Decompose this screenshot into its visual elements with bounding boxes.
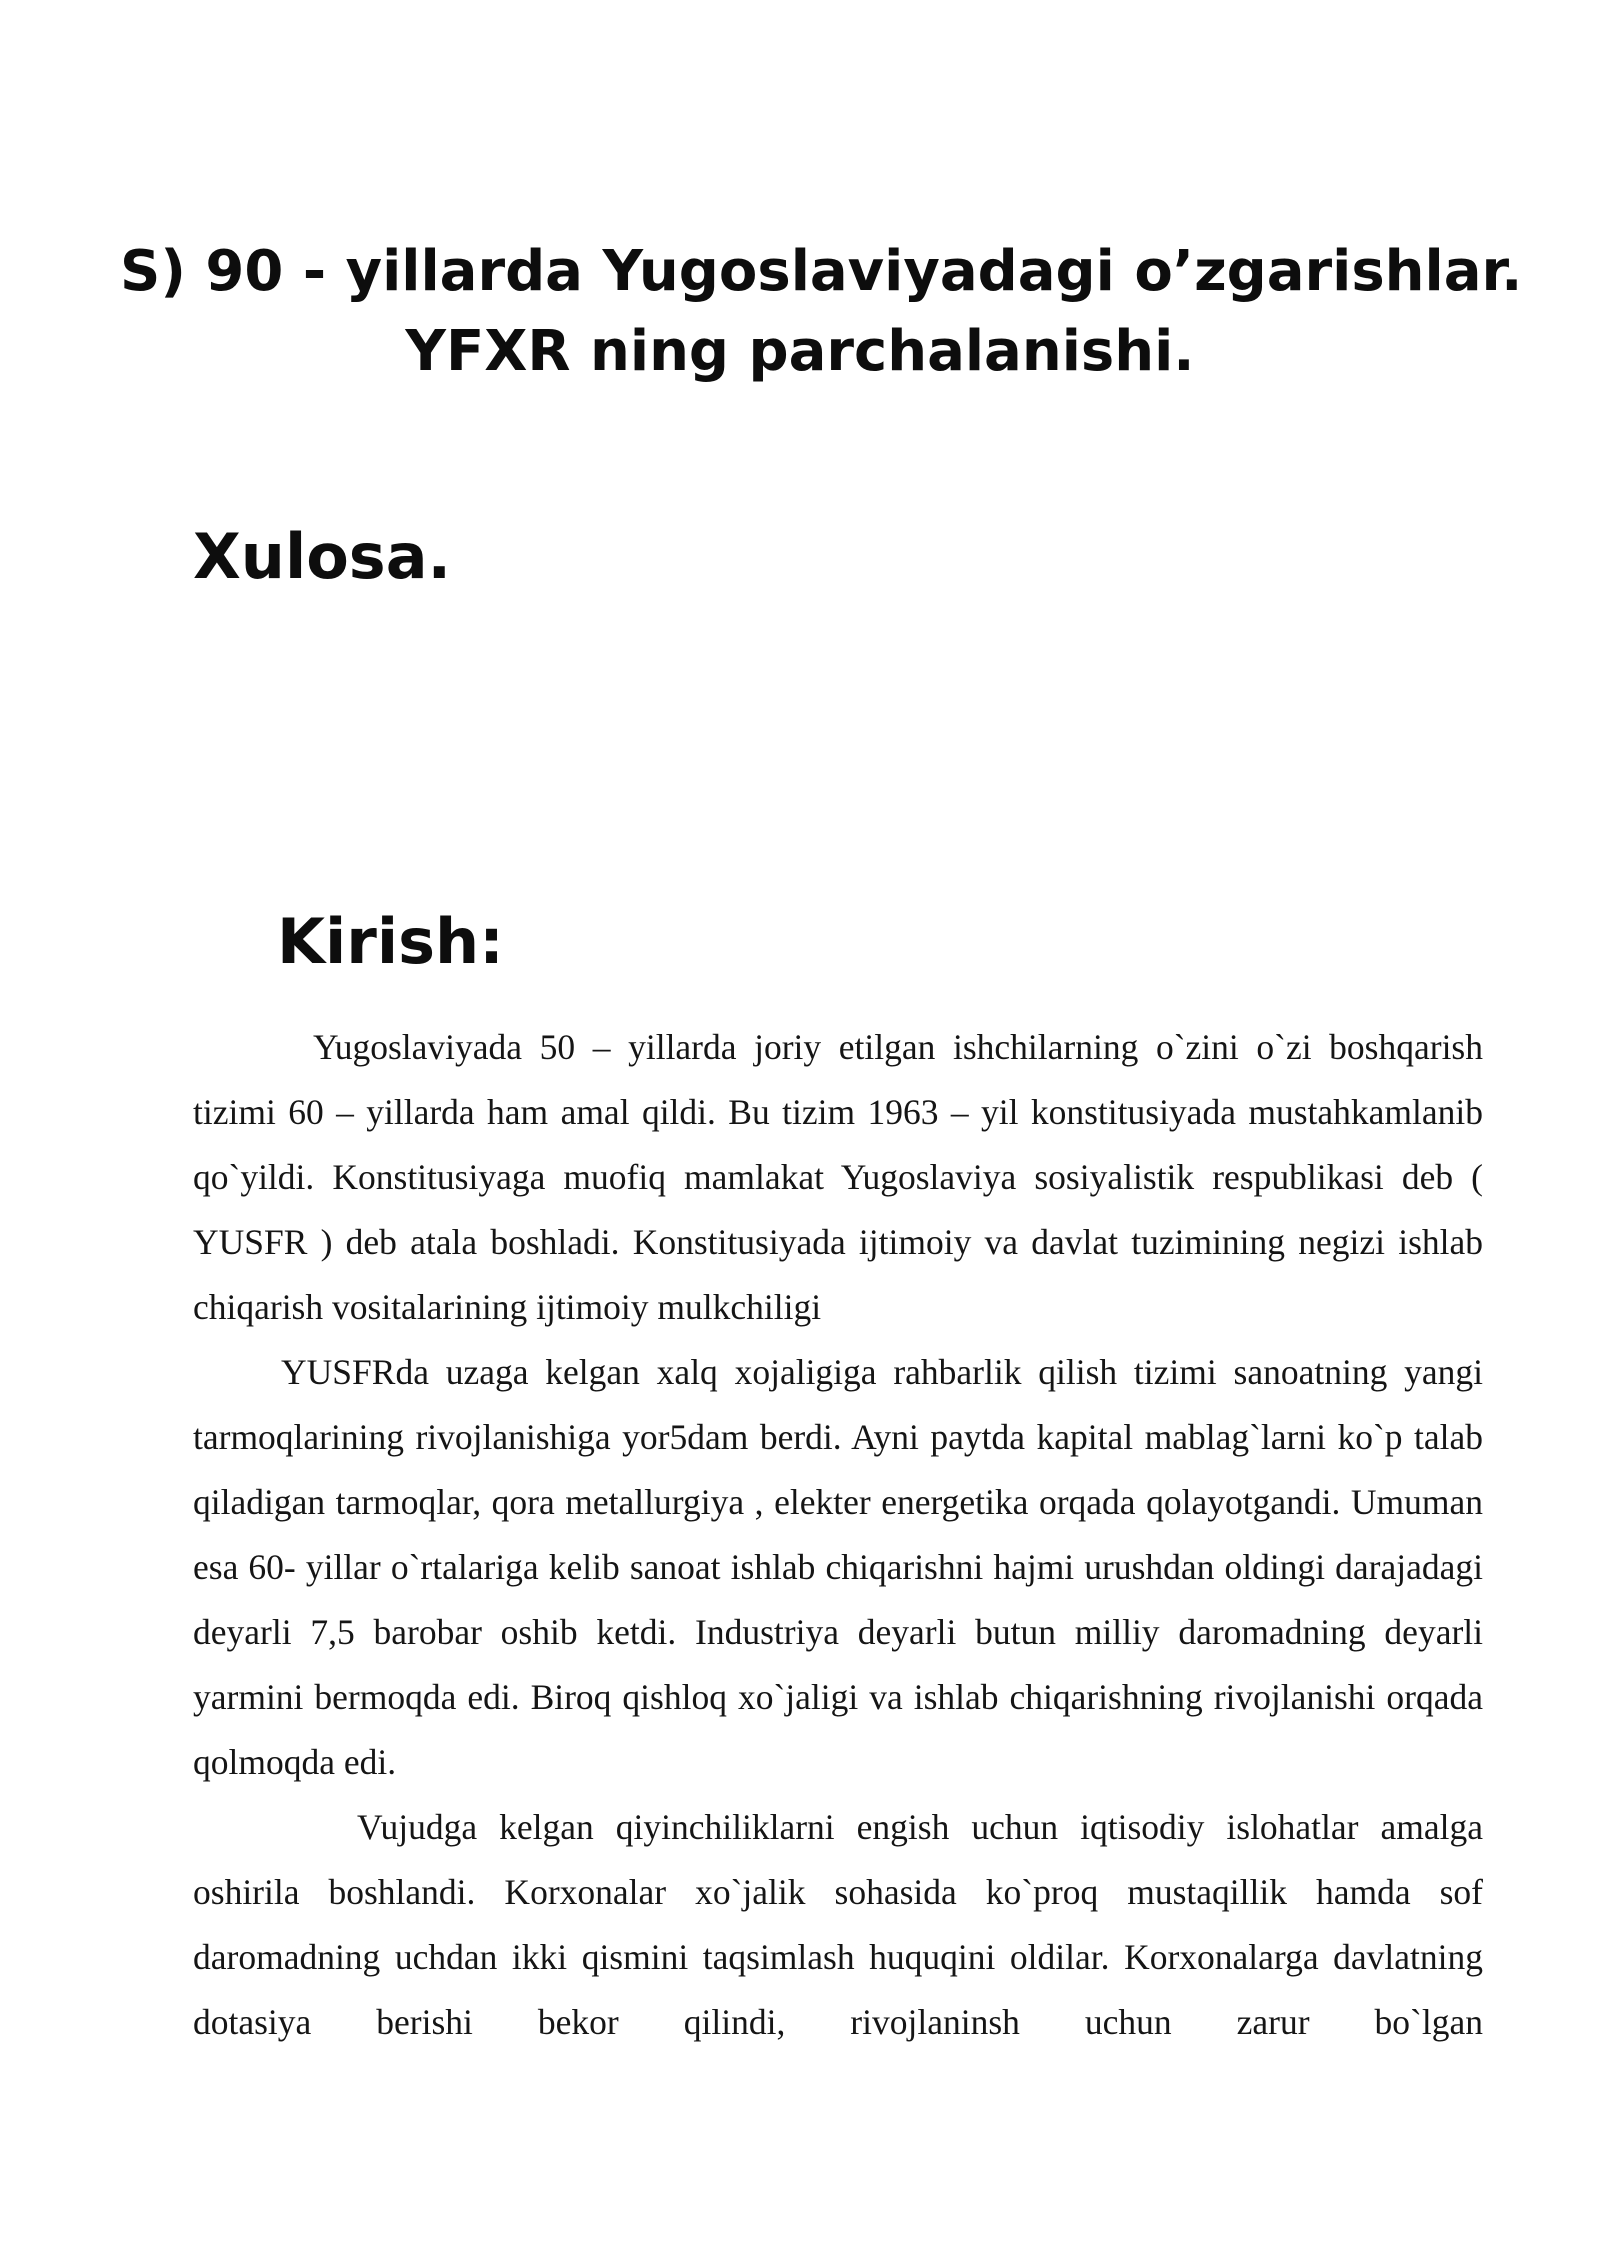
introduction-heading: Kirish: (277, 905, 504, 978)
conclusion-heading: Xulosa. (193, 520, 452, 593)
title-line-1: S) 90 - yillarda Yugoslaviyadagi o’zgarishlar. (120, 239, 1523, 304)
document-title (120, 232, 1523, 392)
title-line-2: YFXR ning parchalanishi. (405, 319, 1195, 384)
paragraph-1: Yugoslaviyada 50 – yillarda joriy etilgan ishchilarning o`zini o`zi boshqarish tizimi 60 – yillarda ham amal qildi. Bu tizim 1963 – yil konstitusiyada mustahkamlanib qo`yildi. Konstitusiyaga muofiq mamlakat Yugoslaviya sosiyalistik respublikasi deb ( YUSFR ) deb atala boshladi. Konstitusiyada ijtimoiy va davlat tuzimining negizi ishlab chiqarish vositalarining ijtimoiy mulkchiligi (193, 1027, 1483, 1327)
paragraph-3: Vujudga kelgan qiyinchiliklarni engish uchun iqtisodiy islohatlar amalga oshirila boshlandi. Korxonalar xo`jalik sohasida ko`proq mustaqillik hamda sof daromadning uchdan ikki qismini taqsimlash huquqini oldilar. Korxonalarga davlatning dotasiya berishi bekor qilindi, rivojlaninsh uchun zarur bo`lgan (193, 1807, 1483, 2042)
body-text (193, 1015, 1483, 2055)
paragraph-2: YUSFRda uzaga kelgan xalq xojaligiga rahbarlik qilish tizimi sanoatning yangi tarmoqlarining rivojlanishiga yor5dam berdi. Ayni paytda kapital mablag`larni ko`p talab qiladigan tarmoqlar, qora metallurgiya , elekter energetika orqada qolayotgandi. Umuman esa 60- yillar o`rtalariga kelib sanoat ishlab chiqarishni hajmi urushdan oldingi darajadagi deyarli 7,5 barobar oshib ketdi. Industriya deyarli butun milliy daromadning deyarli yarmini bermoqda edi. Biroq qishloq xo`jaligi va ishlab chiqarishning rivojlanishi orqada qolmoqda edi. (193, 1352, 1483, 1782)
